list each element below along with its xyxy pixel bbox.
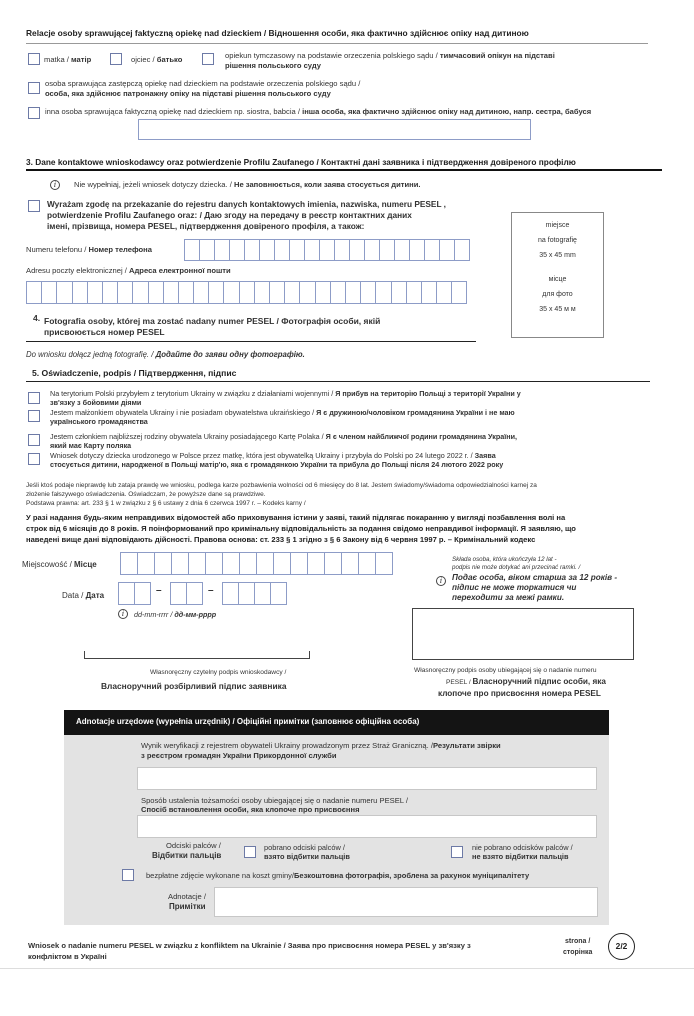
footer-form-title: Wniosek o nadanie numeru PESEL w związku z konfliktem na Ukrainie / Заява про присвоєння номера PESEL у зв'язку з: [28, 941, 471, 950]
fingerprints-label-pl: Odciski palców /: [166, 841, 221, 850]
mother-checkbox[interactable]: [28, 53, 40, 65]
photo-box-text: місце: [548, 276, 567, 283]
legal-notice-ua-1: У разі надання будь-яким неправдивих відомостей або приховування істини у заяві, такий підлягає покаранню у вигляді позбавлення волі на: [26, 513, 566, 522]
date-month-input[interactable]: [170, 582, 202, 605]
info-icon: i: [50, 180, 60, 190]
other-checkbox[interactable]: [28, 107, 40, 119]
divider: [26, 381, 650, 382]
info-icon: i: [118, 609, 128, 619]
photo-box-text: 35 x 45 mm: [539, 252, 576, 259]
divider: [0, 968, 694, 969]
father-checkbox[interactable]: [110, 53, 122, 65]
identity-method-label-ua: Спосіб встановлення особи, яка клопоче про присвоєння: [141, 805, 360, 814]
legal-notice-pl-2: złożenie fałszywego oświadczenia. Oświadczam, że powyższe dane są prawdziwe.: [26, 491, 266, 498]
applicant-signature-line[interactable]: [84, 651, 310, 659]
photo-box-text: для фото: [542, 291, 573, 298]
place-label: Miejscowość / Місце: [22, 560, 97, 569]
guardian-checkbox[interactable]: [202, 53, 214, 65]
substitute-label-pl: osoba sprawująca zastępczą opiekę nad dzieckiem na podstawie orzeczenia polskiego sądu /: [45, 79, 361, 88]
mother-label: matka / матір: [44, 55, 92, 64]
fingerprints-not-taken-label-ua: не взято відбитки пальців: [472, 852, 569, 861]
section-5-title: 5. Oświadczenie, podpis / Підтвердження, підпис: [32, 368, 237, 378]
item-4-number: 4.: [33, 313, 41, 323]
photo-box-text: miejsce: [545, 222, 570, 229]
phone-label: Numeru telefonu / Номер телефона: [26, 245, 152, 254]
legal-notice-ua-3: наведені вище дані відповідають дійсності. Правова основа: ст. 233 § 1 згідно з § 6 Закону від 6 червня 1997 р. – Кримінальний кодекс: [26, 535, 536, 544]
identity-method-input[interactable]: [137, 815, 597, 838]
email-input[interactable]: [26, 281, 466, 304]
fingerprints-taken-label-pl: pobrano odciski palców /: [264, 843, 345, 852]
other-person-input[interactable]: [138, 119, 531, 140]
statement-3-checkbox[interactable]: [28, 434, 40, 446]
info-icon: i: [436, 576, 446, 586]
info-text: Nie wypełniaj, jeżeli wniosek dotyczy dziecka. / Не заповнюється, коли заява стосується дитини.: [74, 180, 421, 189]
consent-text-2: potwierdzenie Profilu Zaufanego oraz: / Даю згоду на передачу в реєстр контактних даних: [47, 210, 412, 220]
place-input[interactable]: [120, 552, 392, 575]
statement-2-text: Jestem małżonkiem obywatela Ukrainy i nie posiadam obywatelstwa ukraińskiego / Я є дружиною/чоловіком громадянина України і не маю: [50, 408, 515, 417]
person-signature-label-ua: клопоче про присвоєння номера PESEL: [438, 689, 601, 698]
father-label: ojciec / батько: [131, 55, 183, 64]
footer-form-title-cont: конфліктом в Україні: [28, 952, 107, 961]
date-label: Data / Дата: [62, 591, 105, 600]
page-number-badge: 2/2: [608, 933, 635, 960]
notes-input[interactable]: [214, 887, 598, 917]
attach-photo-note: Do wniosku dołącz jedną fotografię. / Додайте до заяви одну фотографію.: [26, 350, 305, 359]
legal-notice-pl-1: Jeśli ktoś podaje nieprawdę lub zataja prawdę we wniosku, podlega karze pozbawienia wolności od 6 miesięcy do 8 lat. Jestem świadomy/świadoma odpowiedzialności karnej za: [26, 482, 537, 489]
phone-number-input[interactable]: [184, 239, 469, 261]
applicant-signature-label-pl: Własnoręczny czytelny podpis wnioskodawcy /: [150, 669, 287, 676]
statement-2-text-cont: українського громадянства: [50, 417, 148, 426]
statement-1-text: Na terytorium Polski przybyłem z terytorium Ukrainy w związku z działaniami wojennymi / Я прибув на територію Польщі з території України у: [50, 389, 521, 398]
fingerprints-label-ua: Відбитки пальців: [152, 851, 222, 860]
statement-3-text: Jestem członkiem najbliższej rodziny obywatela Ukrainy posiadającego Kartę Polaka / Я є членом найближчої родини громадянина України,: [50, 432, 518, 441]
statement-4-checkbox[interactable]: [28, 453, 40, 465]
email-label: Adresu poczty elektronicznej / Адреса електронної пошти: [26, 266, 231, 275]
guardian-label: opiekun tymczasowy na podstawie orzeczenia polskiego sądu / тимчасовий опікун на підставі рішення польського суду: [225, 51, 555, 70]
over-12-note-ua-3: переходити за межі рамки.: [452, 593, 565, 602]
free-photo-label: bezpłatne zdjęcie wykonane na koszt gminy/Безкоштовна фотографія, зроблена за рахунок муніципалітету: [146, 871, 530, 880]
fingerprints-not-taken-label-pl: nie pobrano odcisków palców /: [472, 843, 573, 852]
fingerprints-not-taken-checkbox[interactable]: [451, 846, 463, 858]
person-signature-box[interactable]: [412, 608, 634, 660]
item-4-text-1: Fotografia osoby, której ma zostać nadany numer PESEL / Фотографія особи, якій: [44, 316, 381, 326]
notes-label-ua: Примітки: [169, 902, 206, 911]
over-12-note-ua-1: Подає особа, віком старша за 12 років -: [452, 573, 618, 582]
consent-checkbox[interactable]: [28, 200, 40, 212]
notes-label-pl: Adnotacje /: [168, 892, 206, 901]
date-day-input[interactable]: [118, 582, 150, 605]
legal-notice-ua-2: строк від 6 місяців до 8 років. Я поінформований про кримінальну відповідальність за подання свідомо неправдивої інформації. Я заявляю, що: [26, 524, 576, 533]
relation-heading: Relacje osoby sprawującej faktyczną opiekę nad dzieckiem / Відношення особи, яка фактично здійснює опіку над дитиною: [26, 28, 529, 38]
statement-4-text-cont: стосується дитини, народженої в Польщі матір'ю, яка є громадянкою України та прибула до Польщі після 24 лютого 2022 року: [50, 460, 504, 469]
identity-method-label-pl: Sposób ustalenia tożsamości osoby ubiegającej się o nadanie numeru PESEL /: [141, 796, 408, 805]
person-signature-label-pl: Własnoręczny podpis osoby ubiegającej się o nadanie numeru: [414, 667, 597, 674]
date-format-hint: dd-mm-rrrr / дд-мм-рррр: [134, 610, 217, 619]
verification-label: Wynik weryfikacji z rejestrem obywateli Ukrainy prowadzonym przez Straż Graniczną. /Результати звірки: [141, 741, 501, 750]
divider: [26, 341, 476, 342]
photo-placeholder-box: [511, 212, 604, 338]
over-12-note-ua-2: підпис не може торкатися чи: [452, 583, 577, 592]
official-annotations-header: Adnotacje urzędowe (wypełnia urzędnik) / Офіційні примітки (заповнює офіційна особа): [76, 717, 420, 726]
person-signature-label: PESEL / Власноручний підпис особи, яка: [446, 677, 606, 686]
date-year-input[interactable]: [222, 582, 286, 605]
legal-notice-pl-3: Podstawa prawna: art. 233 § 1 w związku z § 6 ustawy z dnia 6 czerwca 1997 r. – Kodeks karny /: [26, 500, 306, 507]
over-12-note-pl-1: Składa osoba, która ukończyła 12 lat -: [452, 556, 557, 563]
over-12-note-pl-2: podpis nie może dotykać ani przecinać ramki. /: [452, 564, 581, 571]
statement-1-checkbox[interactable]: [28, 392, 40, 404]
statement-1-text-cont: зв'язку з бойовими діями: [50, 398, 142, 407]
statement-2-checkbox[interactable]: [28, 410, 40, 422]
statement-3-text-cont: який має Карту поляка: [50, 441, 132, 450]
consent-text-1: Wyrażam zgodę na przekazanie do rejestru danych kontaktowych imienia, nazwiska, numeru PESEL ,: [47, 199, 446, 209]
item-4-text-2: присвоюється номер PESEL: [44, 327, 165, 337]
divider: [26, 169, 662, 171]
divider: [26, 43, 648, 44]
date-separator: –: [156, 585, 162, 596]
fingerprints-taken-checkbox[interactable]: [244, 846, 256, 858]
photo-box-text: 35 x 45 м м: [539, 306, 576, 313]
free-photo-checkbox[interactable]: [122, 869, 134, 881]
page-label: strona / сторінка: [563, 938, 593, 956]
substitute-checkbox[interactable]: [28, 82, 40, 94]
verification-result-input[interactable]: [137, 767, 597, 790]
photo-box-text: na fotografię: [538, 237, 577, 244]
substitute-label-ua: особа, яка здійснює патронажну опіку на підставі рішення польського суду: [45, 89, 331, 98]
statement-4-text: Wniosek dotyczy dziecka urodzonego w Polsce przez matkę, która jest obywatelką Ukrainy i przybyła do Polski po 24 lutego 2022 r. / Заява: [50, 451, 496, 460]
verification-label-cont: з реєстром громадян України Прикордонної служби: [141, 751, 337, 760]
other-label: inna osoba sprawująca faktyczną opiekę nad dzieckiem np. siostra, babcia / інша особа, яка фактично здійснює опіку над дитиною, напр. сестра, бабуся: [45, 107, 592, 116]
fingerprints-taken-label-ua: взято відбитки пальців: [264, 852, 350, 861]
applicant-signature-label-ua: Власноручний розбірливий підпис заявника: [101, 681, 287, 691]
section-3-title: 3. Dane kontaktowe wnioskodawcy oraz potwierdzenie Profilu Zaufanego / Контактні дані заявника і підтвердження довіреного профілю: [26, 157, 576, 167]
consent-text-3: імені, прізвища, номера PESEL, підтвердження довіреного профіля, а також:: [47, 221, 365, 231]
date-separator: –: [208, 585, 214, 596]
